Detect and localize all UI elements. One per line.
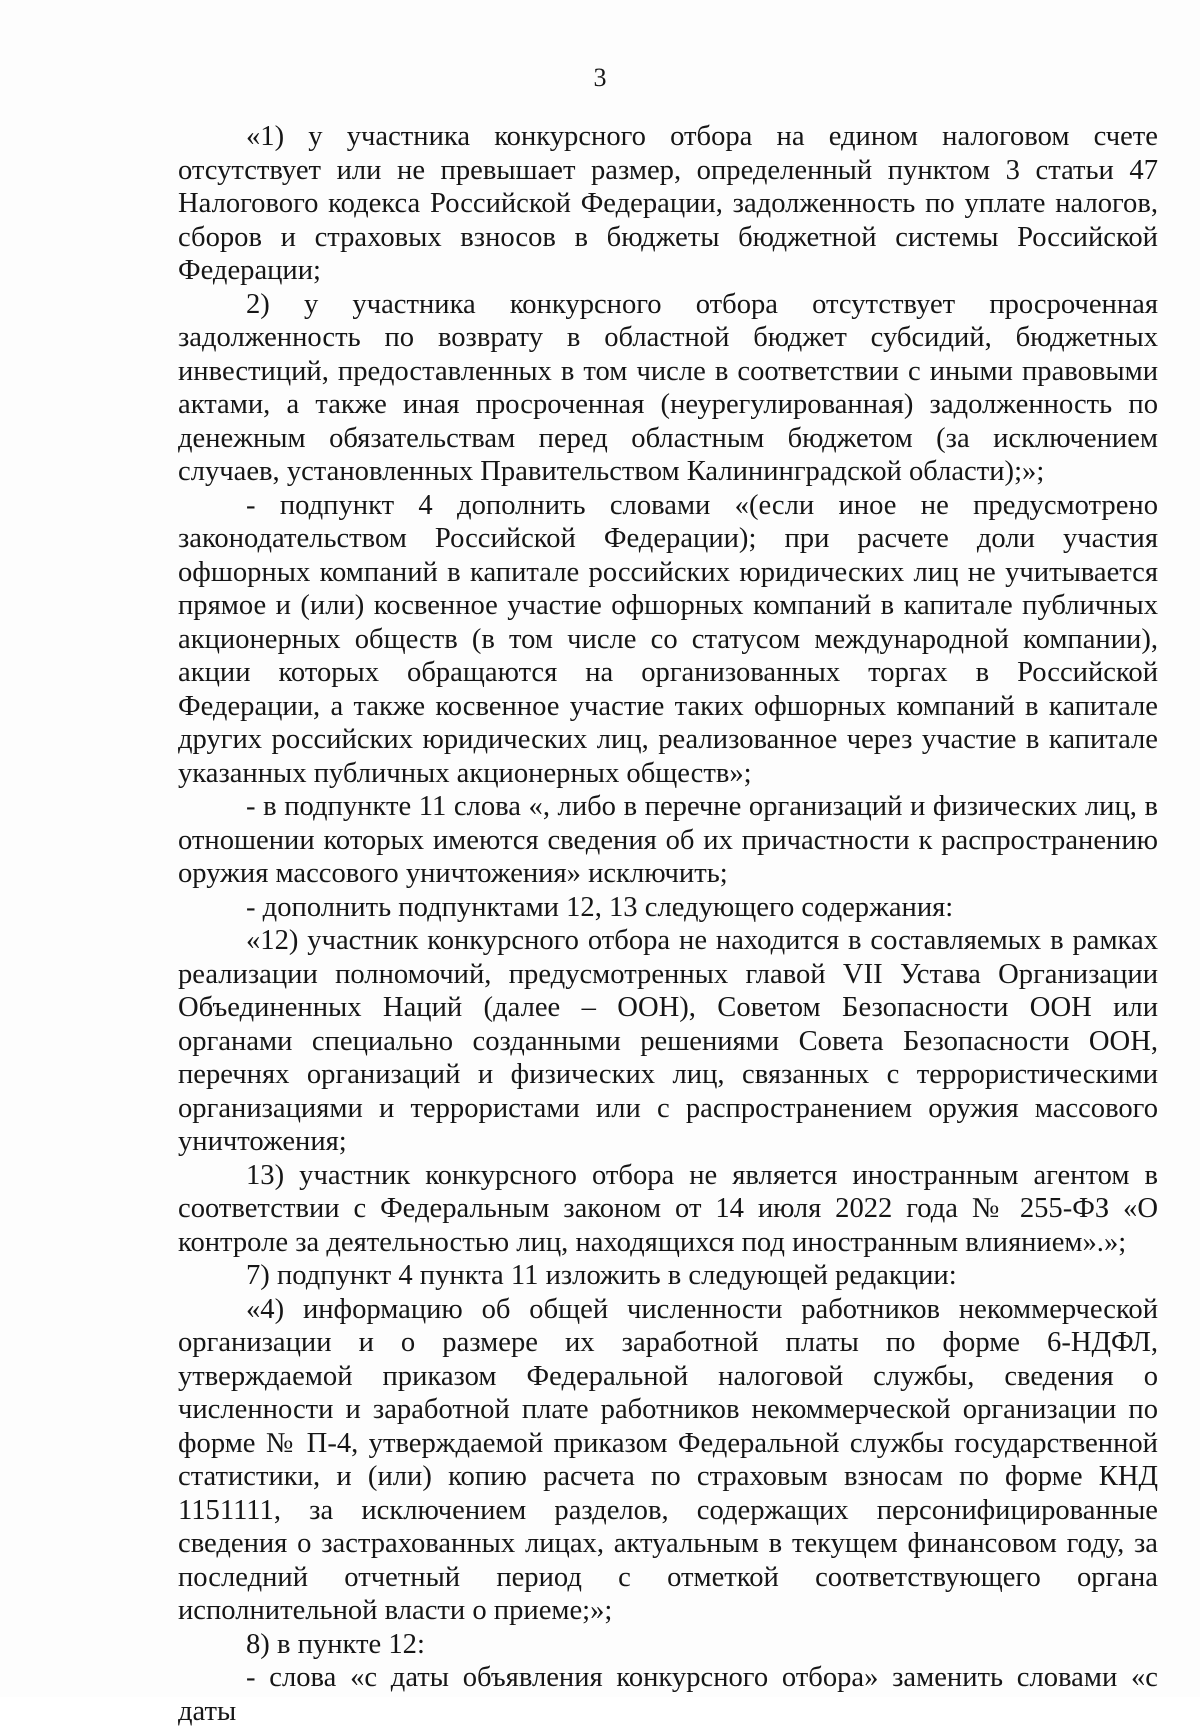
paragraph-subitem-1: «1) у участника конкурсного отбора на едином налоговом счете отсутствует или не превышает размер, определенный пунктом 3 статьи 47 Налогового кодекса Российской Федерации, задолженность по уплате налогов, сборов и страховых взносов в бюджеты бюджетной системы Российской Федерации; xyxy=(178,121,1158,286)
paragraph-subitem-13: 13) участник конкурсного отбора не является иностранным агентом в соответствии с Федеральным законом от 14 июля 2022 года № 255-ФЗ «О контроле за деятельностью лиц, находящихся под иностранным влиянием».»; xyxy=(178,1159,1158,1258)
paragraph-subitem-4-amendment: - подпункт 4 дополнить словами «(если иное не предусмотрено законодательством Российской Федерации); при расчете доли участия офшорных компаний в капитале российских юридических лиц не учитывается прямое и (или) косвенное участие офшорных компаний в капитале публичных акционерных обществ (в том числе со статусом международной компании), акции которых обращаются на организованных торгах в Российской Федерации, а также косвенное участие таких офшорных компаний в капитале других российских юридических лиц, реализованное через участие в капитале указанных публичных акционерных обществ»; xyxy=(178,489,1158,789)
page-number: 3 xyxy=(593,63,607,92)
paragraph-subitem-12: «12) участник конкурсного отбора не находится в составляемых в рамках реализации полномочий, предусмотренных главой VII Устава Организации Объединенных Наций (далее – ООН), Советом Безопасности ООН или органами специально созданными решениями Совета Безопасности ООН, перечнях организаций и физических лиц, связанных с террористическими организациями и террористами или с распространением оружия массового уничтожения; xyxy=(178,925,1158,1157)
paragraph-replace-words: - слова «с даты объявления конкурсного отбора» заменить словами «с даты xyxy=(178,1662,1158,1727)
paragraph-item-8: 8) в пункте 12: xyxy=(246,1628,425,1660)
paragraph-item-7: 7) подпункт 4 пункта 11 изложить в следующей редакции: xyxy=(246,1260,957,1291)
paragraph-subitem-11-amendment: - в подпункте 11 слова «, либо в перечне организаций и физических лиц, в отношении которых имеются сведения об их причастности к распространению оружия массового уничтожения» исключить; xyxy=(178,791,1158,889)
document-body xyxy=(178,120,1158,1728)
paragraph-subitem-4-new: «4) информацию об общей численности работников некоммерческой организации и о размере их заработной платы по форме 6-НДФЛ, утверждаемой приказом Федеральной налоговой службы, сведения о численности и заработной плате работников некоммерческой организации по форме № П-4, утверждаемой приказом Федеральной службы государственной статистики, и (или) копию расчета по страховым взносам по форме КНД 1151111, за исключением разделов, содержащих персонифицированные сведения о застрахованных лицах, актуальным в текущем финансовом году, за последний отчетный период с отметкой соответствующего органа исполнительной власти о приеме;»; xyxy=(178,1293,1158,1626)
paragraph-subitem-2: 2) у участника конкурсного отбора отсутствует просроченная задолженность по возврату в областной бюджет субсидий, бюджетных инвестиций, предоставленных в том числе в соответствии с иными правовыми актами, а также иная просроченная (неурегулированная) задолженность по денежным обязательствам перед областным бюджетом (за исключением случаев, установленных Правительством Калининградской области);»; xyxy=(178,288,1158,487)
paragraph-add-subitems: - дополнить подпунктами 12, 13 следующего содержания: xyxy=(246,891,954,923)
